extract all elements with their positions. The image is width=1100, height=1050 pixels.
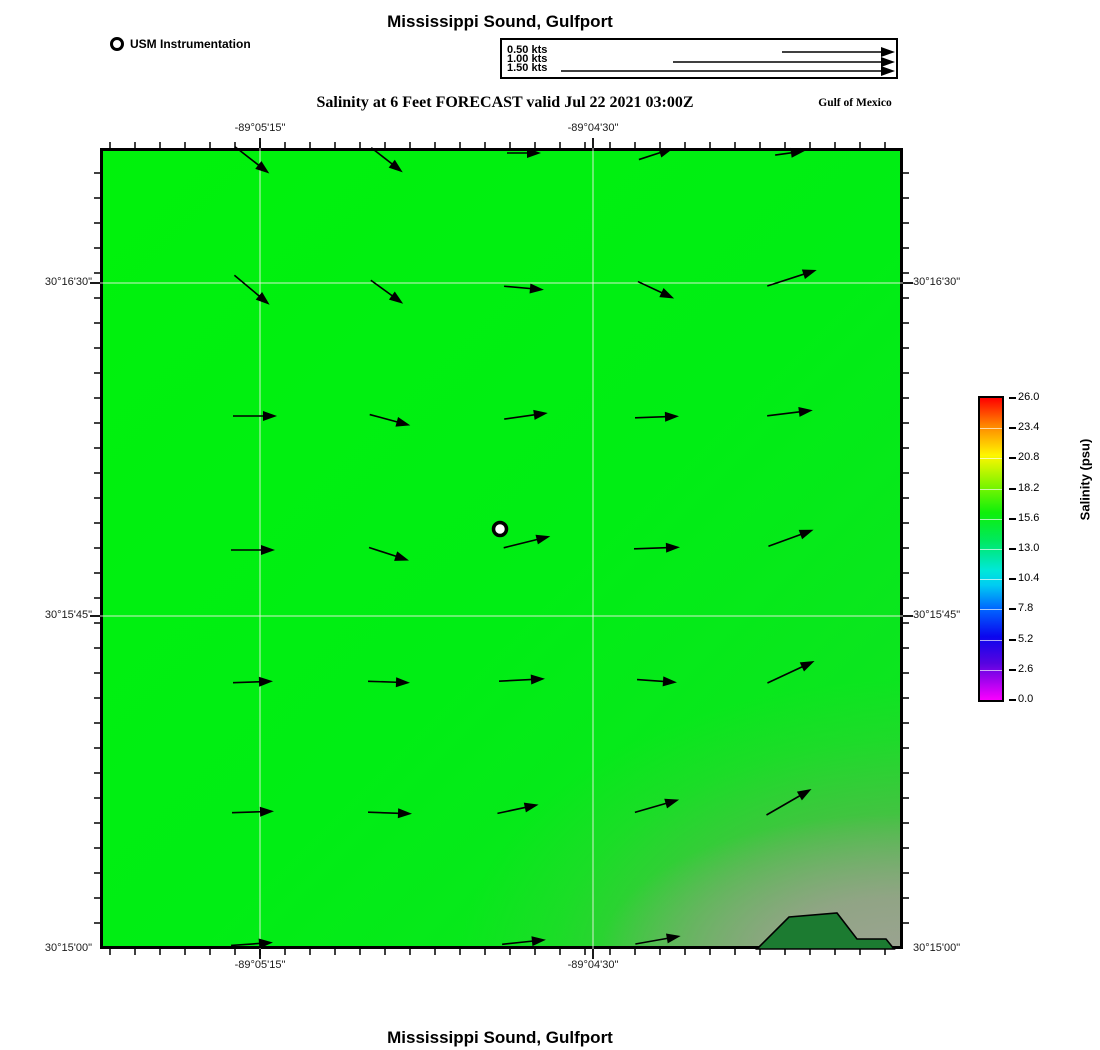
current-vector-tail xyxy=(767,665,805,683)
current-vector-head xyxy=(802,270,817,280)
current-vector-tail xyxy=(235,146,262,167)
current-vector-tail xyxy=(768,533,804,546)
colorbar-tick xyxy=(1009,578,1016,580)
current-vector-head xyxy=(666,934,681,944)
current-vector-head xyxy=(798,407,813,417)
y-axis-label-right: 30°15'00" xyxy=(913,942,961,954)
x-axis-label-bottom: -89°04'30" xyxy=(567,959,619,971)
current-vector-head xyxy=(527,148,541,158)
current-vector-tail xyxy=(635,802,670,812)
current-vector-head xyxy=(259,677,273,687)
instrument-marker xyxy=(494,523,507,536)
colorbar-tick-label: 18.2 xyxy=(1018,481,1040,494)
current-vector-head xyxy=(259,939,273,949)
current-vector-head xyxy=(398,808,412,818)
colorbar-level-line xyxy=(980,609,1002,610)
colorbar-tick-label: 15.6 xyxy=(1018,511,1040,524)
current-vector-tail xyxy=(499,679,535,681)
current-vector-tail xyxy=(368,681,400,682)
current-vector-tail xyxy=(371,148,395,166)
colorbar-level-line xyxy=(980,519,1002,520)
current-vector-tail xyxy=(370,415,401,423)
colorbar-tick xyxy=(1009,639,1016,641)
colorbar-level-line xyxy=(980,579,1002,580)
colorbar-axis-label: Salinity (psu) xyxy=(1077,438,1093,521)
colorbar-tick-label: 7.8 xyxy=(1018,602,1034,615)
colorbar-level-line xyxy=(980,640,1002,641)
current-vector-head xyxy=(800,661,815,671)
y-axis-label-left: 30°15'45" xyxy=(44,609,92,621)
current-vector-head xyxy=(261,545,275,555)
current-vector-tail xyxy=(369,548,399,558)
forecast-subtitle: Salinity at 6 Feet FORECAST valid Jul 22 2021 03:00Z xyxy=(316,94,694,111)
current-vector-tail xyxy=(368,812,402,813)
colorbar-tick-label: 20.8 xyxy=(1018,451,1040,464)
current-vector-tail xyxy=(504,414,538,419)
current-vector-tail xyxy=(504,539,541,548)
current-vector-tail xyxy=(635,938,670,944)
current-vector-tail xyxy=(233,682,263,683)
current-vector-head xyxy=(535,535,550,545)
current-vector-head xyxy=(658,148,673,158)
current-vector-head xyxy=(665,412,679,422)
current-vector-head xyxy=(255,161,269,174)
current-vector-head xyxy=(263,411,277,421)
instrument-legend-label: USM Instrumentation xyxy=(130,37,251,51)
current-vector-head xyxy=(395,417,410,427)
colorbar-level-line xyxy=(980,670,1002,671)
current-vector-tail xyxy=(767,411,803,415)
colorbar-tick xyxy=(1009,518,1016,520)
colorbar-tick xyxy=(1009,488,1016,490)
current-vector-head xyxy=(524,803,539,813)
region-label: Gulf of Mexico xyxy=(818,97,892,109)
instrument-legend xyxy=(110,37,251,51)
current-vector-tail xyxy=(637,680,667,682)
speed-legend-label: 0.50 kts xyxy=(507,44,548,56)
current-vector-tail xyxy=(766,794,802,815)
colorbar-level-line xyxy=(980,428,1002,429)
current-vector-head xyxy=(394,551,409,561)
map-canvas xyxy=(100,148,903,949)
colorbar-tick-label: 5.2 xyxy=(1018,632,1034,645)
instrument-circle-icon xyxy=(110,37,124,51)
forecast-map xyxy=(100,148,903,949)
speed-legend-label: 1.50 kts xyxy=(507,62,548,74)
colorbar-tick xyxy=(1009,608,1016,610)
current-vector-head xyxy=(659,288,674,298)
current-vector-head xyxy=(799,530,814,539)
y-axis-label-right: 30°16'30" xyxy=(913,276,961,288)
colorbar-level-line xyxy=(980,549,1002,550)
colorbar-tick xyxy=(1009,427,1016,429)
current-vector-tail xyxy=(497,807,528,814)
current-vector-head xyxy=(664,799,679,809)
current-vector-tail xyxy=(232,812,264,813)
current-vector-head xyxy=(531,675,545,685)
y-axis-label-left: 30°15'00" xyxy=(44,942,92,954)
current-vector-head xyxy=(666,543,680,553)
speed-scale-legend xyxy=(500,38,898,79)
x-axis-label-top: -89°04'30" xyxy=(567,122,619,134)
current-vector-head xyxy=(530,284,544,294)
colorbar-tick-label: 23.4 xyxy=(1018,421,1040,434)
footer-title: Mississippi Sound, Gulfport xyxy=(387,1028,613,1047)
x-axis-label-bottom: -89°05'15" xyxy=(234,959,286,971)
current-vector-head xyxy=(531,936,545,946)
current-vector-head xyxy=(260,807,274,817)
speed-legend-arrows xyxy=(502,40,896,77)
colorbar-tick-label: 0.0 xyxy=(1018,693,1034,705)
colorbar-tick-label: 2.6 xyxy=(1018,662,1034,675)
current-vector-tail xyxy=(234,275,262,298)
current-vector-head xyxy=(389,160,403,173)
current-vector-tail xyxy=(231,943,263,945)
current-vector-head xyxy=(389,291,403,303)
current-vector-tail xyxy=(634,548,670,549)
current-vector-head xyxy=(881,47,895,57)
land-polygon xyxy=(757,913,894,949)
colorbar-tick-label: 10.4 xyxy=(1018,572,1040,585)
y-axis-label-left: 30°16'30" xyxy=(44,276,92,288)
colorbar-tick xyxy=(1009,457,1016,459)
colorbar-tick-label: 26.0 xyxy=(1018,391,1040,403)
colorbar-gradient xyxy=(978,396,1004,702)
colorbar-level-line xyxy=(980,458,1002,459)
page-title: Mississippi Sound, Gulfport xyxy=(387,12,613,31)
current-vector-tail xyxy=(635,417,669,418)
current-vector-tail xyxy=(502,941,536,945)
current-vector-head xyxy=(790,148,805,158)
current-vector-head xyxy=(881,57,895,67)
x-axis-label-top: -89°05'15" xyxy=(234,122,286,134)
current-vector-head xyxy=(797,789,812,800)
y-axis-label-right: 30°15'45" xyxy=(913,609,961,621)
current-vector-head xyxy=(533,410,548,420)
colorbar-tick xyxy=(1009,397,1016,399)
colorbar-level-line xyxy=(980,489,1002,490)
colorbar-tick xyxy=(1009,699,1016,701)
colorbar-tick xyxy=(1009,669,1016,671)
speed-legend-label: 1.00 kts xyxy=(507,53,548,65)
colorbar-tick xyxy=(1009,548,1016,550)
colorbar-tick-label: 13.0 xyxy=(1018,542,1040,554)
current-vector-head xyxy=(663,676,677,686)
current-vector-head xyxy=(396,677,410,687)
current-vector-head xyxy=(881,66,895,76)
current-vector-tail xyxy=(767,273,807,286)
current-vector-tail xyxy=(504,286,534,289)
